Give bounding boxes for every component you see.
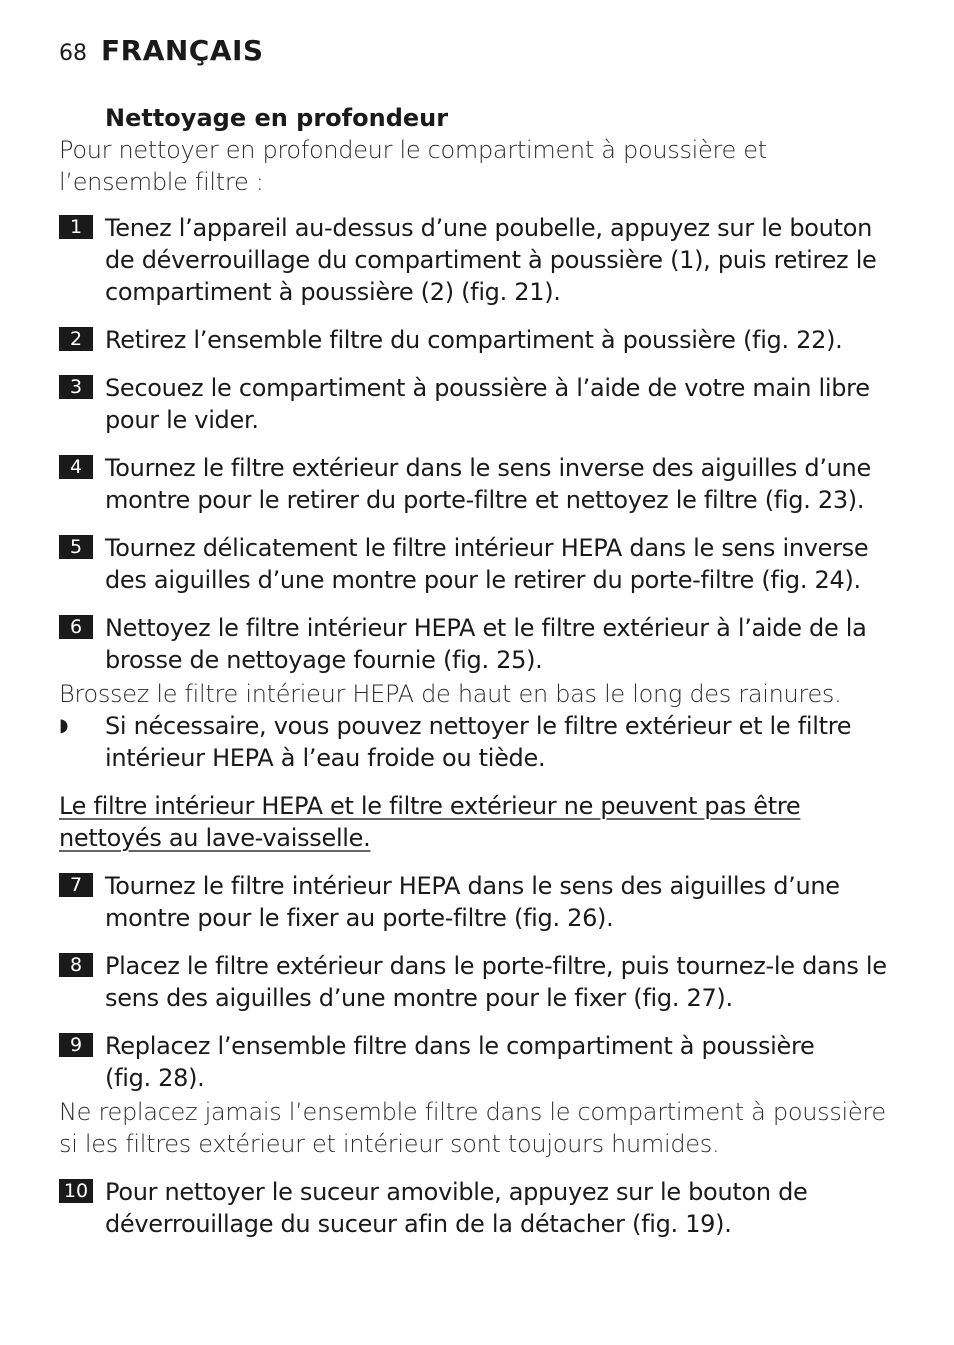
page-header [59,34,264,74]
section-title: Nettoyage en profondeur [105,104,449,132]
step-number-badge: 8 [59,953,93,977]
note-brushing: Brossez le filtre intérieur HEPA de haut en bas le long des rainures. [59,680,842,708]
step-text: Tenez l’appareil au-dessus d’une poubelle, appuyez sur le bouton de déverrouillage du compartiment à poussière (1), puis retirez le compartiment à poussière (2) (fig. 21). [105,214,877,306]
bullet-icon: ◗ [59,715,69,736]
step-number-badge: 9 [59,1033,93,1057]
step-text: Placez le filtre extérieur dans le porte-filtre, puis tournez-le dans le sens des aiguilles d’une montre pour le fixer (fig. 27). [105,952,887,1012]
step-10 [59,1176,899,1240]
step-number-badge: 3 [59,375,93,399]
step-number-badge: 7 [59,873,93,897]
section-intro: Pour nettoyer en profondeur le compartiment à poussière et l’ensemble filtre : [59,136,767,196]
step-8 [59,950,899,1014]
step-3 [59,372,899,436]
page-content [59,102,899,1240]
page-number: 68 [59,41,87,66]
step-text: Replacez l’ensemble filtre dans le compartiment à poussière (fig. 28). [105,1032,815,1092]
step-text: Tournez le filtre intérieur HEPA dans le sens des aiguilles d’une montre pour le fixer au porte-filtre (fig. 26). [105,872,840,932]
step-9 [59,1030,899,1094]
bullet-item [59,710,899,774]
step-text: Tournez le filtre extérieur dans le sens inverse des aiguilles d’une montre pour le retirer du porte-filtre et nettoyez le filtre (fig. 23). [105,454,871,514]
language-heading: FRANÇAIS [101,34,264,67]
note-humid-filters: Ne replacez jamais l’ensemble filtre dans le compartiment à poussière si les filtres extérieur et intérieur sont toujours humides. [59,1098,886,1158]
step-1 [59,212,899,308]
step-text: Pour nettoyer le suceur amovible, appuyez sur le bouton de déverrouillage du suceur afin de la détacher (fig. 19). [105,1178,808,1238]
step-5 [59,532,899,596]
step-7 [59,870,899,934]
step-number-badge: 5 [59,535,93,559]
step-2 [59,324,899,356]
step-text: Nettoyez le filtre intérieur HEPA et le filtre extérieur à l’aide de la brosse de nettoyage fournie (fig. 25). [105,614,867,674]
step-4 [59,452,899,516]
step-number-badge: 10 [59,1179,93,1203]
step-text: Tournez délicatement le filtre intérieur HEPA dans le sens inverse des aiguilles d’une montre pour le retirer du porte-filtre (fig. 24). [105,534,869,594]
bullet-text: Si nécessaire, vous pouvez nettoyer le filtre extérieur et le filtre intérieur HEPA à l’eau froide ou tiède. [105,712,852,772]
step-number-badge: 4 [59,455,93,479]
step-text: Secouez le compartiment à poussière à l’aide de votre main libre pour le vider. [105,374,870,434]
step-number-badge: 6 [59,615,93,639]
step-6 [59,612,899,676]
step-number-badge: 2 [59,327,93,351]
warning-underlined: Le filtre intérieur HEPA et le filtre extérieur ne peuvent pas être nettoyés au lave-vaisselle. [59,792,801,852]
warning-text [59,790,839,854]
step-text: Retirez l’ensemble filtre du compartiment à poussière (fig. 22). [105,326,843,354]
step-number-badge: 1 [59,215,93,239]
